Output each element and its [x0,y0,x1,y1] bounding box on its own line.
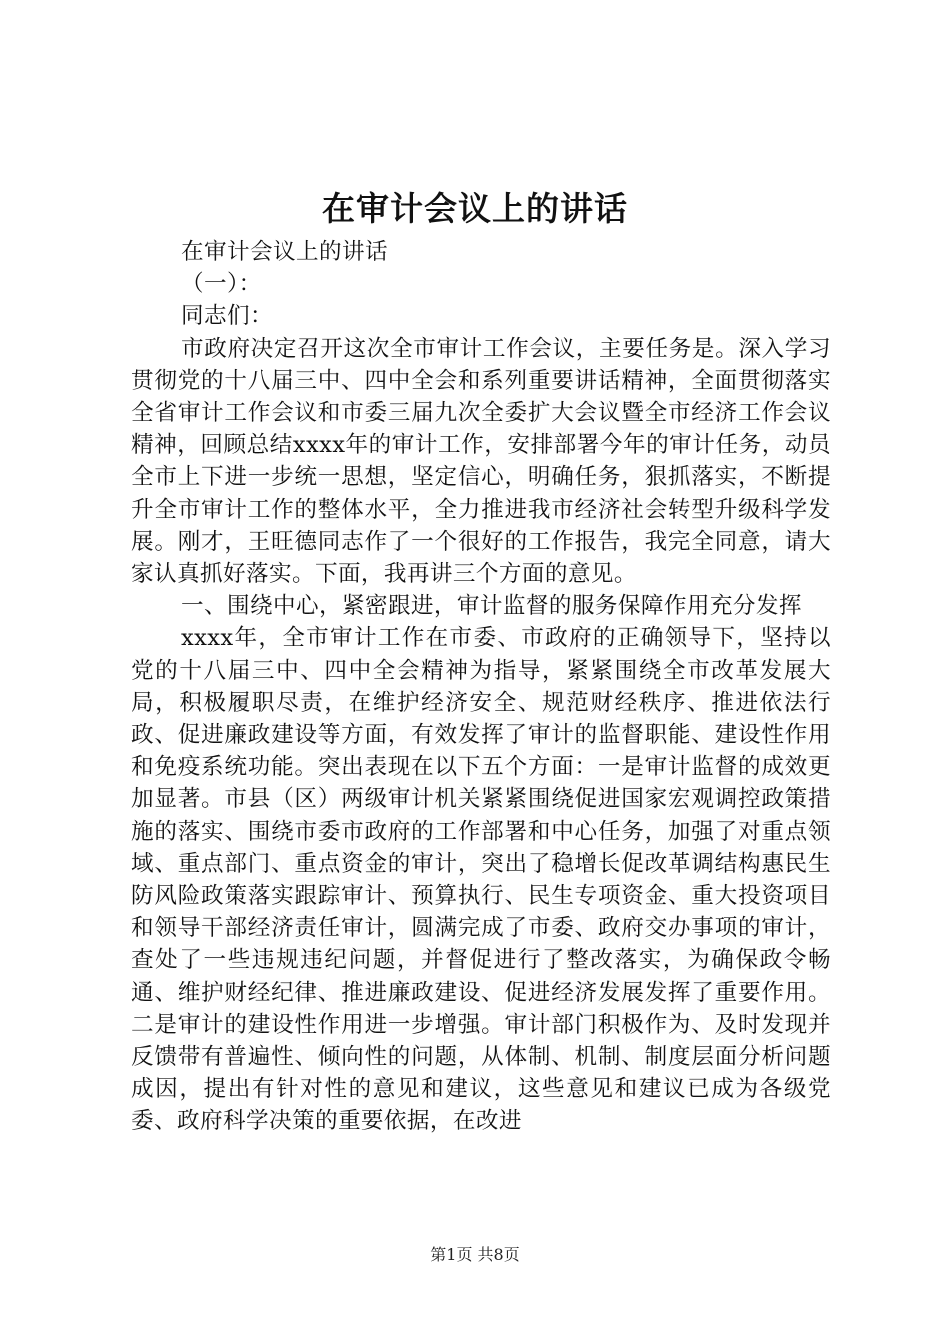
section-heading: 一、围绕中心，紧密跟进，审计监督的服务保障作用充分发挥 [181,593,802,620]
body-paragraph: xxxx年，全市审计工作在市委、市政府的正确领导下，坚持以党的十八届三中、四中全会精神为指导，紧紧围绕全市改革发展大局，积极履职尽责，在维护经济安全、规范财经秩序、推进依法行政、促进廉政建设等方面，有效发挥了审计的监督职能、建设性作用和免疫系统功能。突出表现在以下五个方面：一是审计监督的成效更加显著。市县（区）两级审计机关紧紧围绕促进国家宏观调控政策措施的落实、围绕市委市政府的工作部署和中心任务，加强了对重点领域、重点部门、重点资金的审计，突出了稳增长促改革调结构惠民生防风险政策落实跟踪审计、预算执行、民生专项资金、重大投资项目和领导干部经济责任审计，圆满完成了市委、政府交办事项的审计，查处了一些违规违纪问题，并督促进行了整改落实，为确保政令畅通、维护财经纪律、推进廉政建设、促进经济发展发挥了重要作用。二是审计的建设性作用进一步增强。审计部门积极作为、及时发现并反馈带有普遍性、倾向性的问题，从体制、机制、制度层面分析问题成因，提出有针对性的意见和建议，这些意见和建议已成为各级党委、政府科学决策的重要依据，在改进 [131,625,831,1135]
body-paragraph: 市政府决定召开这次全市审计工作会议，主要任务是。深入学习贯彻党的十八届三中、四中全会和系列重要讲话精神，全面贯彻落实全省审计工作会议和市委三届九次全委扩大会议暨全市经济工作会议精神，回顾总结xxxx年的审计工作，安排部署今年的审计任务，动员全市上下进一步统一思想，坚定信心，明确任务，狠抓落实，不断提升全市审计工作的整体水平，全力推进我市经济社会转型升级科学发展。刚才，王旺德同志作了一个很好的工作报告，我完全同意，请大家认真抓好落实。下面，我再讲三个方面的意见。 [131,335,831,588]
section-number: （一）： [181,271,262,298]
subtitle-paragraph: 在审计会议上的讲话 [181,239,388,265]
document-body [131,236,831,1138]
page-footer: 第1页 共8页 [430,1245,520,1264]
document-title: 在审计会议上的讲话 [322,189,628,228]
salutation: 同志们： [181,303,273,330]
